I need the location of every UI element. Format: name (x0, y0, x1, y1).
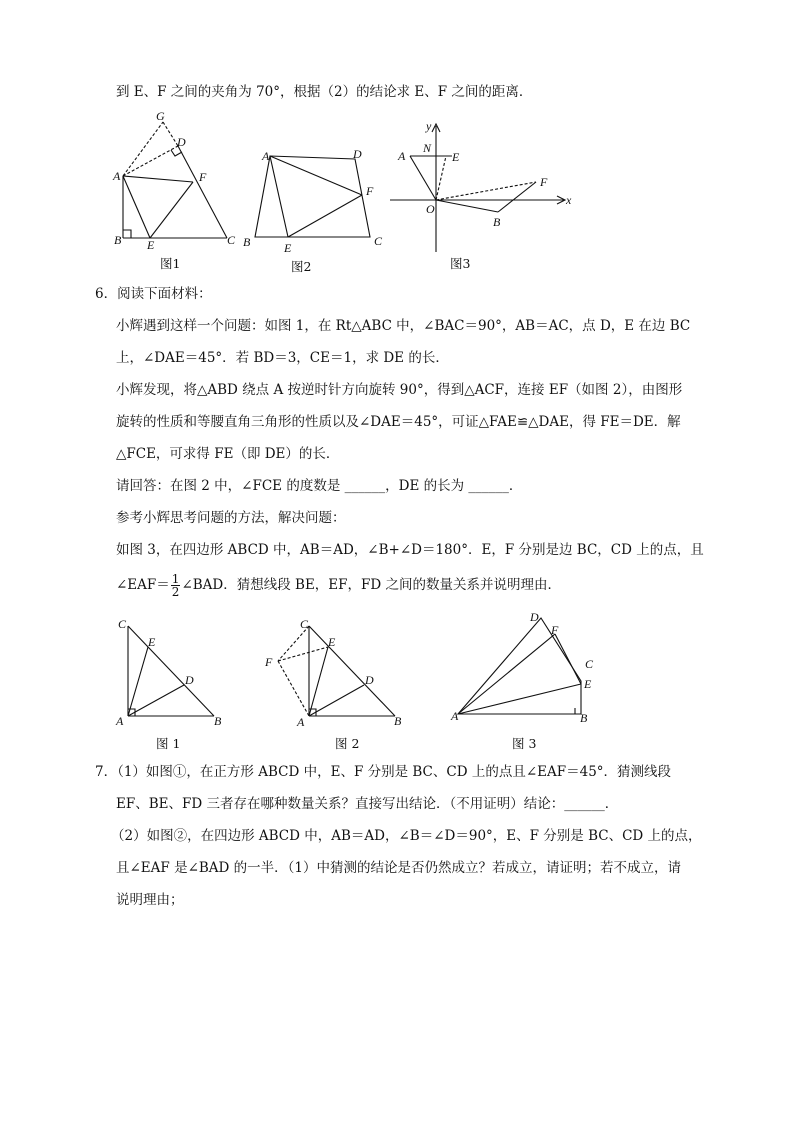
label-x: x (566, 193, 572, 207)
label-D: D (353, 147, 362, 161)
top-line: 到 E、F 之间的夹角为 70°，根据（2）的结论求 E、F 之间的距离． (116, 84, 533, 100)
q6-figure-2 (262, 614, 412, 729)
q6-fig2-caption: 图 2 (335, 736, 360, 751)
q6-line-3: 上，∠DAE＝45°．若 BD＝3，CE＝1，求 DE 的长． (116, 350, 449, 366)
q6-figure-3 (448, 604, 608, 729)
q5-fig3-caption: 图3 (450, 256, 471, 271)
label-D: D (185, 673, 194, 687)
q7-line-5: 说明理由； (116, 892, 184, 908)
label-E: E (147, 238, 155, 252)
label-A: A (297, 715, 305, 729)
q7-line-1: 7．（1）如图①，在正方形 ABCD 中，E、F 分别是 BC、CD 上的点且∠EAF＝45°．猜测线段 (95, 764, 672, 780)
q5-figure-2 (240, 140, 390, 260)
label-D: D (177, 135, 186, 149)
fraction-denominator: 2 (171, 585, 180, 599)
q5-figure-1 (110, 108, 245, 258)
q6-fig3-caption: 图 3 (512, 736, 537, 751)
label-F: F (551, 623, 559, 637)
q6-line-4: 小辉发现，将△ABD 绕点 A 按逆时针方向旋转 90°，得到△ACF，连接 EF（如图 2），由图形 (116, 382, 683, 398)
q5-fig2-caption: 图2 (291, 259, 312, 274)
q6-line-5: 旋转的性质和等腰直角三角形的性质以及∠DAE＝45°，可证△FAE≌△DAE，得 FE＝DE．解 (116, 414, 681, 430)
q6-line-7: 请回答：在图 2 中，∠FCE 的度数是 ______，DE 的长为 ______． (116, 478, 523, 494)
label-E: E (584, 677, 592, 691)
label-G: G (156, 109, 165, 123)
label-C: C (300, 617, 309, 631)
label-B: B (493, 215, 501, 229)
label-E: E (284, 241, 292, 255)
label-B: B (114, 233, 122, 247)
label-A: A (398, 149, 406, 163)
label-A: A (116, 714, 124, 728)
label-D: D (530, 610, 539, 624)
label-A: A (451, 709, 459, 723)
label-E: E (452, 150, 460, 164)
q6-figure-1 (112, 614, 237, 729)
q6-title: 6．阅读下面材料： (95, 286, 212, 302)
label-B: B (580, 711, 588, 725)
label-F: F (265, 655, 273, 669)
label-A: A (262, 149, 270, 163)
label-E: E (148, 635, 156, 649)
q5-figure-3 (388, 118, 578, 258)
q6-fig1-caption: 图 1 (156, 736, 181, 751)
label-y: y (426, 119, 432, 133)
label-F: F (366, 184, 374, 198)
q6-line-6: △FCE，可求得 FE（即 DE）的长． (116, 446, 340, 462)
label-F: F (199, 170, 207, 184)
q7-line-3: （2）如图②，在四边形 ABCD 中，AB＝AD，∠B＝∠D＝90°，E、F 分别是 BC、CD 上的点， (111, 828, 702, 844)
fraction-numerator: 1 (171, 572, 180, 586)
q6-line-10b: ∠BAD．猜想线段 BE，EF，FD 之间的数量关系并说明理由． (181, 577, 562, 593)
label-C: C (227, 233, 236, 247)
label-F: F (540, 175, 548, 189)
q6-line-9: 如图 3，在四边形 ABCD 中，AB＝AD，∠B+∠D＝180°．E，F 分别是边 BC，CD 上的点，且 (116, 542, 704, 558)
label-C: C (118, 617, 127, 631)
label-A: A (113, 169, 121, 183)
label-C: C (374, 234, 383, 248)
label-N: N (423, 141, 432, 155)
q6-line-8: 参考小辉思考问题的方法，解决问题： (116, 510, 346, 526)
label-E: E (328, 635, 336, 649)
q6-line-2: 小辉遇到这样一个问题：如图 1，在 Rt△ABC 中，∠BAC＝90°，AB＝AC，点 D，E 在边 BC (116, 318, 691, 334)
q7-line-4: 且∠EAF 是∠BAD 的一半．（1）中猜测的结论是否仍然成立？若成立，请证明；若不成立，请 (116, 860, 682, 876)
q5-fig1-caption: 图1 (160, 256, 181, 271)
label-B: B (243, 235, 251, 249)
label-D: D (365, 673, 374, 687)
label-C: C (585, 657, 594, 671)
label-B: B (214, 714, 222, 728)
label-B: B (394, 714, 402, 728)
q7-line-2: EF、BE、FD 三者存在哪种数量关系？直接写出结论．（不用证明）结论：______． (116, 796, 619, 812)
q6-line-10 (116, 573, 561, 598)
label-O: O (426, 202, 435, 216)
q6-line-10a: ∠EAF＝ (116, 577, 170, 593)
fraction-half (171, 573, 181, 598)
